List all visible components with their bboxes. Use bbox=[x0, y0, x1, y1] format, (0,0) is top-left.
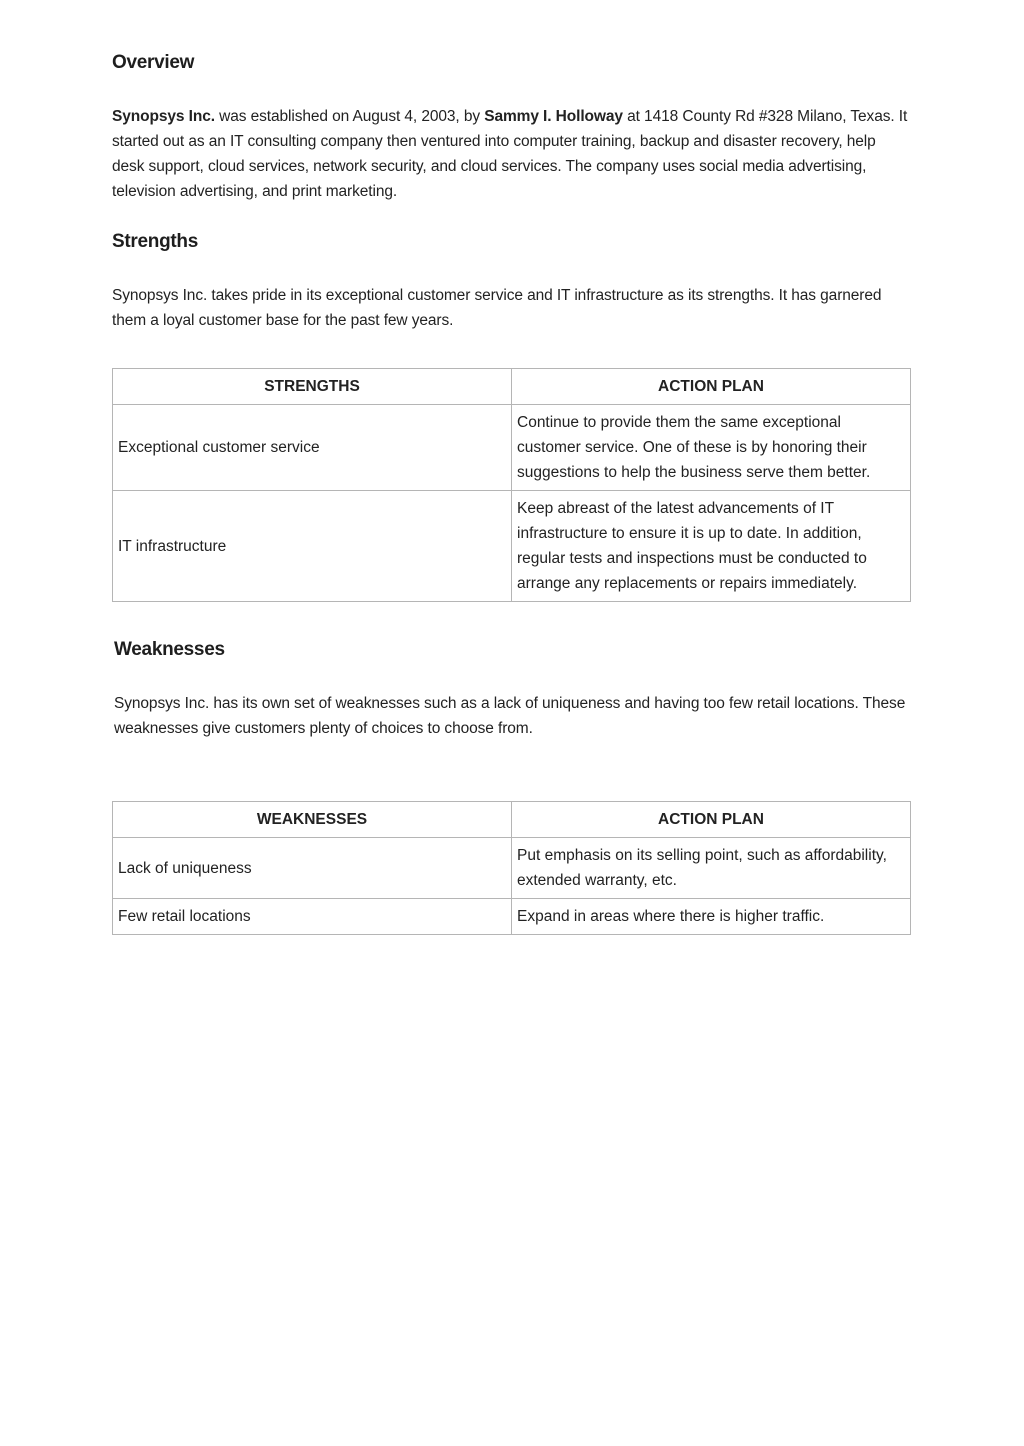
table-header-row bbox=[113, 802, 911, 838]
weaknesses-paragraph: Synopsys Inc. has its own set of weaknesses such as a lack of uniqueness and having too few retail locations. These weaknesses give customers plenty of choices to choose from. bbox=[114, 695, 906, 737]
action-plan-cell: Put emphasis on its selling point, such as affordability, extended warranty, etc. bbox=[512, 838, 911, 899]
overview-text-1: was established on August 4, 2003, by bbox=[214, 108, 485, 125]
table-row bbox=[113, 405, 911, 491]
action-plan-cell: Continue to provide them the same exceptional customer service. One of these is by honoring their suggestions to help the business serve them better. bbox=[512, 405, 911, 491]
founder-name: Sammy I. Holloway bbox=[484, 108, 623, 125]
company-name: Synopsys Inc. bbox=[112, 108, 215, 125]
table-header-row bbox=[113, 369, 911, 405]
table-row bbox=[113, 491, 911, 602]
column-header-action-plan: ACTION PLAN bbox=[512, 802, 911, 838]
weaknesses-table bbox=[112, 801, 911, 935]
action-plan-cell: Expand in areas where there is higher traffic. bbox=[512, 899, 911, 935]
strength-cell: IT infrastructure bbox=[113, 491, 512, 602]
weaknesses-heading: Weaknesses bbox=[114, 639, 225, 660]
overview-paragraph bbox=[112, 104, 912, 204]
column-header-weaknesses: WEAKNESSES bbox=[113, 802, 512, 838]
table-row bbox=[113, 838, 911, 899]
strengths-paragraph: Synopsys Inc. takes pride in its exceptional customer service and IT infrastructure as its strengths. It has garnered them a loyal customer base for the past few years. bbox=[112, 287, 882, 329]
strengths-table bbox=[112, 368, 911, 602]
action-plan-cell: Keep abreast of the latest advancements of IT infrastructure to ensure it is up to date. In addition, regular tests and inspections must be conducted to arrange any replacements or repairs immediately. bbox=[512, 491, 911, 602]
column-header-strengths: STRENGTHS bbox=[113, 369, 512, 405]
overview-heading: Overview bbox=[112, 52, 195, 73]
overview-text-2: at 1418 County Rd #328 Milano, Texas. It started out as an IT consulting company then ventured into computer training, backup and disaster recovery, help desk support, cloud services, network security, and cloud services. The company uses social media advertising, television advertising, and print marketing. bbox=[112, 108, 908, 200]
weakness-cell: Lack of uniqueness bbox=[113, 838, 512, 899]
weakness-cell: Few retail locations bbox=[113, 899, 512, 935]
table-row bbox=[113, 899, 911, 935]
strength-cell: Exceptional customer service bbox=[113, 405, 512, 491]
column-header-action-plan: ACTION PLAN bbox=[512, 369, 911, 405]
strengths-heading: Strengths bbox=[112, 231, 198, 252]
